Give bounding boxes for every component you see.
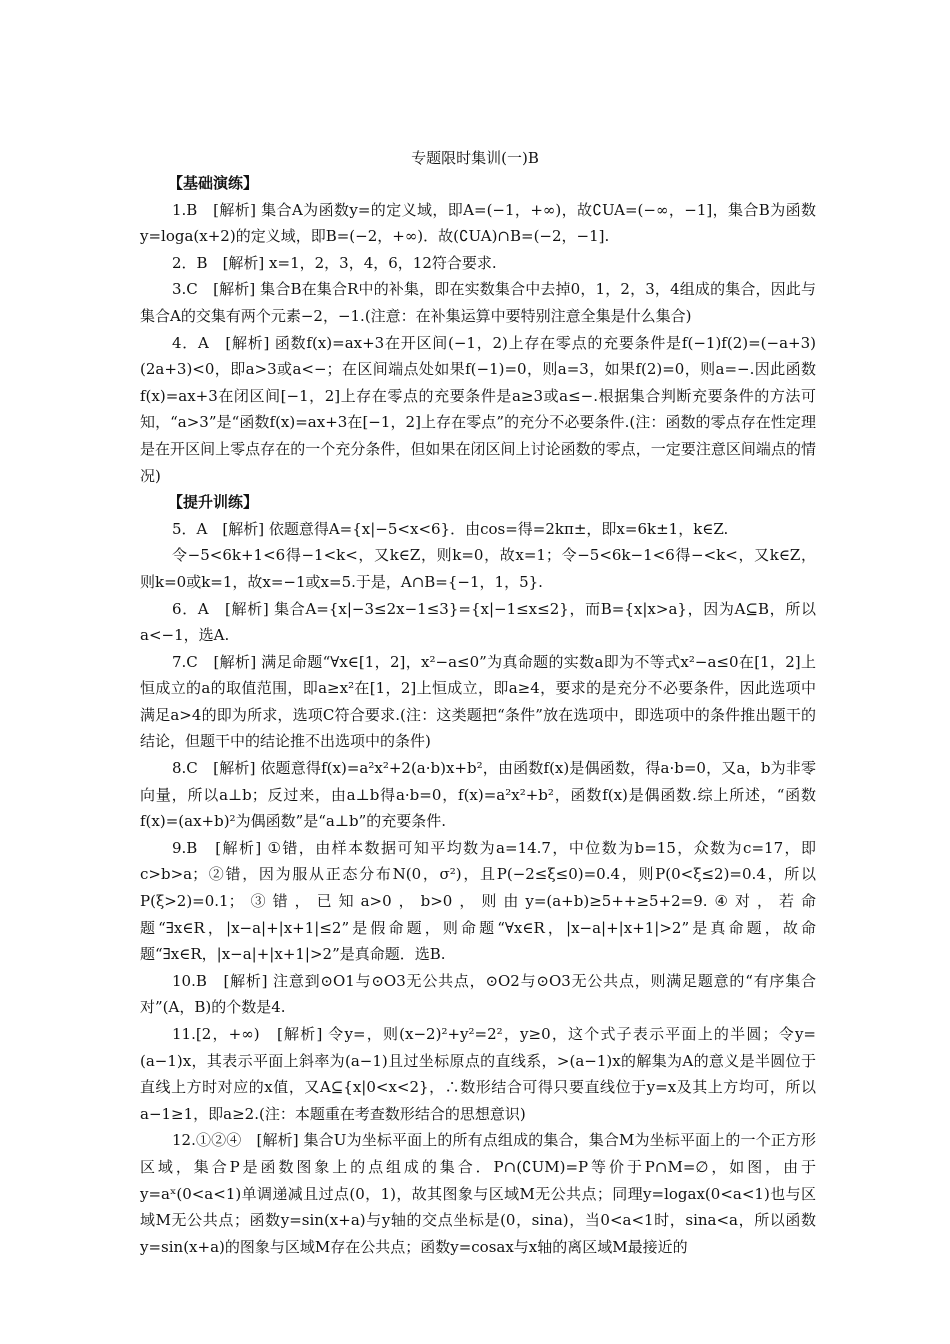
answer-12: 12.①②④ [解析] 集合U为坐标平面上的所有点组成的集合，集合M为坐标平面上的一个正方形区域，集合P是函数图象上的点组成的集合．P∩(∁UM)=P等价于P∩M=∅，如图，由于y=aˣ(0<a<1)单调递减且过点(0，1)，故其图象与区域M无公共点；同理y=logax(0<a<1)也与区域M无公共点；函数y=sin(x+a)与y轴的交点坐标是(0，sina)，当0<a<1时，sina<a，所以函数y=sin(x+a)的图象与区域M存在公共点；函数y=cosax与x轴的离区域M最接近的	[140, 1131, 816, 1256]
answer-8: 8.C [解析] 依题意得f(x)=a²x²+2(a·b)x+b²，由函数f(x)是偶函数，得a·b=0，又a，b为非零向量，所以a⊥b；反过来，由a⊥b得a·b=0，f(x)=a²x²+b²，函数f(x)是偶函数.综上所述，“函数f(x)=(ax+b)²为偶函数”是“a⊥b”的充要条件.	[140, 759, 816, 831]
answer-3: 3.C [解析] 集合B在集合R中的补集，即在实数集合中去掉0，1，2，3，4组成的集合，因此与集合A的交集有两个元素−2，−1.(注意：在补集运算中要特别注意全集是什么集合)	[140, 280, 816, 325]
answer-2: 2．B [解析] x=1，2，3，4，6，12符合要求.	[172, 253, 497, 272]
answer-10: 10.B [解析] 注意到⊙O1与⊙O3无公共点，⊙O2与⊙O3无公共点，则满足题意的“有序集合对”(A，B)的个数是4.	[140, 971, 816, 1017]
answer-6: 6．A [解析] 集合A={x|−3≤2x−1≤3}={x|−1≤x≤2}，而B={x|x>a}，因为A⊆B，所以a<−1，选A.	[140, 599, 816, 645]
answer-5: 5．A [解析] 依题意得A={x|−5<x<6}．由cos=得=2kπ±，即x=6k±1，k∈Z.	[172, 519, 729, 538]
answer-9: 9.B [解析] ①错，由样本数据可知平均数为a=14.7，中位数为b=15，众数为c=17，即c>b>a；②错，因为服从正态分布N(0，σ²)，且P(−2≤ξ≤0)=0.4，则P(0<ξ≤2)=0.4，所以P(ξ>2)=0.1；③错，已知a>0，b>0，则由y=(a+b)≥5++≥5+2=9.④对，若命题“∃x∈R，|x−a|+|x+1|≤2”是假命题，则命题“∀x∈R，|x−a|+|x+1|>2”是真命题，故命题“∃x∈R，|x−a|+|x+1|>2”是真命题．选B.	[140, 838, 816, 964]
section-heading-basic: 【基础演练】	[168, 174, 259, 192]
answer-11: 11.[2，+∞) [解析] 令y=，则(x−2)²+y²=2²，y≥0，这个式子表示平面上的半圆；令y=(a−1)x，其表示平面上斜率为(a−1)且过坐标原点的直线系，>(a−1)x的解集为A的意义是半圆位于直线上方时对应的x值，又A⊆{x|0<x<2}，∴数形结合可得只要直线位于y=x及其上方均可，所以a−1≥1，即a≥2.(注：本题重在考查数形结合的思想意识)	[140, 1025, 816, 1123]
answer-5-continued: 令−5<6k+1<6得−1<k<，又k∈Z，则k=0，故x=1；令−5<6k−1<6得−<k<，又k∈Z，则k=0或k=1，故x=−1或x=5.于是，A∩B={−1，1，5}.	[140, 546, 816, 591]
answer-4: 4．A [解析] 函数f(x)=ax+3在开区间(−1，2)上存在零点的充要条件是f(−1)f(2)=(−a+3)(2a+3)<0，即a>3或a<−；在区间端点处如果f(−1)=0，则a=3，如果f(2)=0，则a=−.因此函数f(x)=ax+3在闭区间[−1，2]上存在零点的充要条件是a≥3或a≤−.根据集合判断充要条件的方法可知，“a>3”是“函数f(x)=ax+3在[−1，2]上存在零点”的充分不必要条件.(注：函数的零点存在性定理是在开区间上零点存在的一个充分条件，但如果在闭区间上讨论函数的零点，一定要注意区间端点的情况)	[140, 333, 816, 485]
document-body	[140, 170, 816, 1260]
section-heading-advanced: 【提升训练】	[168, 493, 259, 512]
answer-7: 7.C [解析] 满足命题“∀x∈[1，2]，x²−a≤0”为真命题的实数a即为不等式x²−a≤0在[1，2]上恒成立的a的取值范围，即a≥x²在[1，2]上恒成立，即a≥4，要求的是充分不必要条件，因此选项中满足a>4的即为所求，选项C符合要求.(注：这类题把“条件”放在选项中，即选项中的条件推出题干的结论，但题干中的结论推不出选项中的条件)	[140, 652, 816, 751]
page-title: 专题限时集训(一)B	[411, 149, 539, 167]
answer-1: 1.B [解析] 集合A为函数y=的定义域，即A=(−1，+∞)，故∁UA=(−∞，−1]，集合B为函数y=loga(x+2)的定义域，即B=(−2，+∞)．故(∁UA)∩B=(−2，−1].	[140, 200, 816, 246]
